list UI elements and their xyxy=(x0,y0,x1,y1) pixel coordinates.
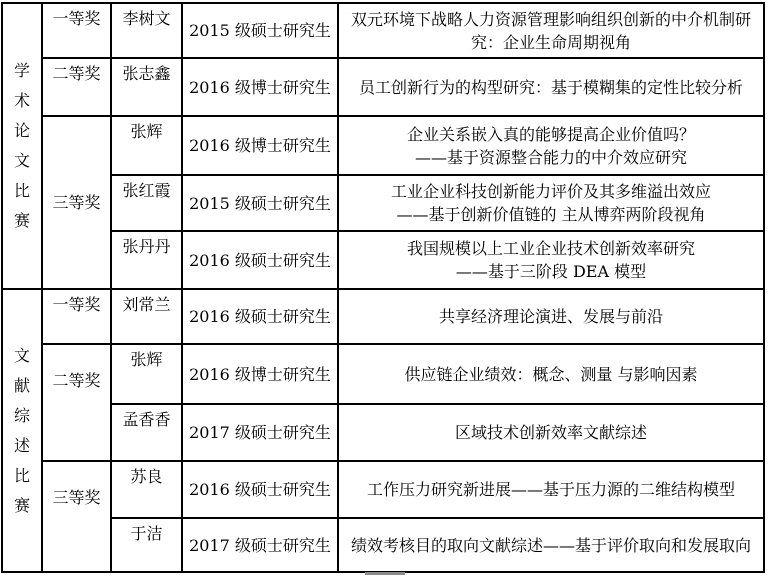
grade-cell: 2016 级硕士研究生 xyxy=(182,289,338,344)
grade-cell: 2015 级硕士研究生 xyxy=(182,175,338,231)
grade-cell: 2015 级硕士研究生 xyxy=(182,3,338,58)
name-cell: 张辉 xyxy=(111,116,182,175)
title-cell xyxy=(338,404,764,461)
title-line: 员工创新行为的构型研究：基于模糊集的定性比较分析 xyxy=(358,77,743,97)
title-cell xyxy=(338,231,764,289)
name-cell: 张丹丹 xyxy=(111,231,182,289)
grade-cell: 2017 级硕士研究生 xyxy=(182,404,338,461)
award-cell: 三等奖 xyxy=(42,116,111,289)
grade-cell: 2016 级硕士研究生 xyxy=(182,461,338,518)
title-cell xyxy=(338,175,764,231)
category-cell xyxy=(2,3,42,289)
table-row xyxy=(2,3,764,58)
table-row xyxy=(2,518,764,572)
name-cell: 张志鑫 xyxy=(111,58,182,116)
title-line: 我国规模以上工业企业技术创新效率研究 xyxy=(406,239,695,258)
category-cell xyxy=(2,289,42,572)
title-cell xyxy=(338,3,764,58)
name-cell: 张辉 xyxy=(111,344,182,404)
award-cell: 一等奖 xyxy=(42,3,111,58)
grade-cell: 2016 级博士研究生 xyxy=(182,58,338,116)
award-cell: 二等奖 xyxy=(42,344,111,461)
category-label: 文献综述比赛 xyxy=(13,345,30,515)
name-cell: 张红霞 xyxy=(111,175,182,231)
grade-cell: 2016 级硕士研究生 xyxy=(182,231,338,289)
title-cell xyxy=(338,518,764,572)
title-cell xyxy=(338,289,764,344)
title-line: 双元环境下战略人力资源管理影响组织创新的中介机制研 xyxy=(350,9,751,29)
title-cell xyxy=(338,344,764,404)
name-cell: 苏良 xyxy=(111,461,182,518)
name-cell: 孟香香 xyxy=(111,404,182,461)
award-table xyxy=(1,2,765,573)
scrollbar-thumb-fragment[interactable] xyxy=(365,572,405,575)
title-line: ——基于资源整合能力的中介效应研究 xyxy=(414,147,687,167)
category-label: 学术论文比赛 xyxy=(13,61,30,230)
title-cell xyxy=(338,116,764,175)
grade-cell: 2016 级博士研究生 xyxy=(182,344,338,404)
title-line: 工作压力研究新进展——基于压力源的二维结构模型 xyxy=(366,480,735,499)
table-row xyxy=(2,58,764,116)
title-line: 供应链企业绩效：概念、测量 与影响因素 xyxy=(404,364,698,384)
award-cell: 二等奖 xyxy=(42,58,111,116)
title-cell xyxy=(338,461,764,518)
grade-cell: 2017 级硕士研究生 xyxy=(182,518,338,572)
table-row xyxy=(2,461,764,518)
table-row xyxy=(2,344,764,404)
award-cell: 三等奖 xyxy=(42,461,111,572)
title-line: 企业关系嵌入真的能够提高企业价值吗？ xyxy=(406,124,695,144)
table-row xyxy=(2,116,764,175)
title-cell xyxy=(338,58,764,116)
title-line: 究：企业生命周期视角 xyxy=(470,32,631,52)
table-row xyxy=(2,175,764,231)
table-row xyxy=(2,231,764,289)
name-cell: 刘常兰 xyxy=(111,289,182,344)
title-line: 共享经济理论演进、发展与前沿 xyxy=(438,307,663,326)
table-row xyxy=(2,404,764,461)
title-line: 工业企业科技创新能力评价及其多维溢出效应 xyxy=(390,182,711,201)
award-cell: 一等奖 xyxy=(42,289,111,344)
title-line: 绩效考核目的取向文献综述——基于评价取向和发展取向 xyxy=(350,535,751,555)
title-line: 区域技术创新效率文献综述 xyxy=(454,423,647,442)
title-line: ——基于三阶段 DEA 模型 xyxy=(455,262,647,281)
name-cell: 于洁 xyxy=(111,518,182,572)
name-cell: 李树文 xyxy=(111,3,182,58)
table-row xyxy=(2,289,764,344)
grade-cell: 2016 级博士研究生 xyxy=(182,116,338,175)
title-line: ——基于创新价值链的 主从博弈两阶段视角 xyxy=(396,205,706,224)
